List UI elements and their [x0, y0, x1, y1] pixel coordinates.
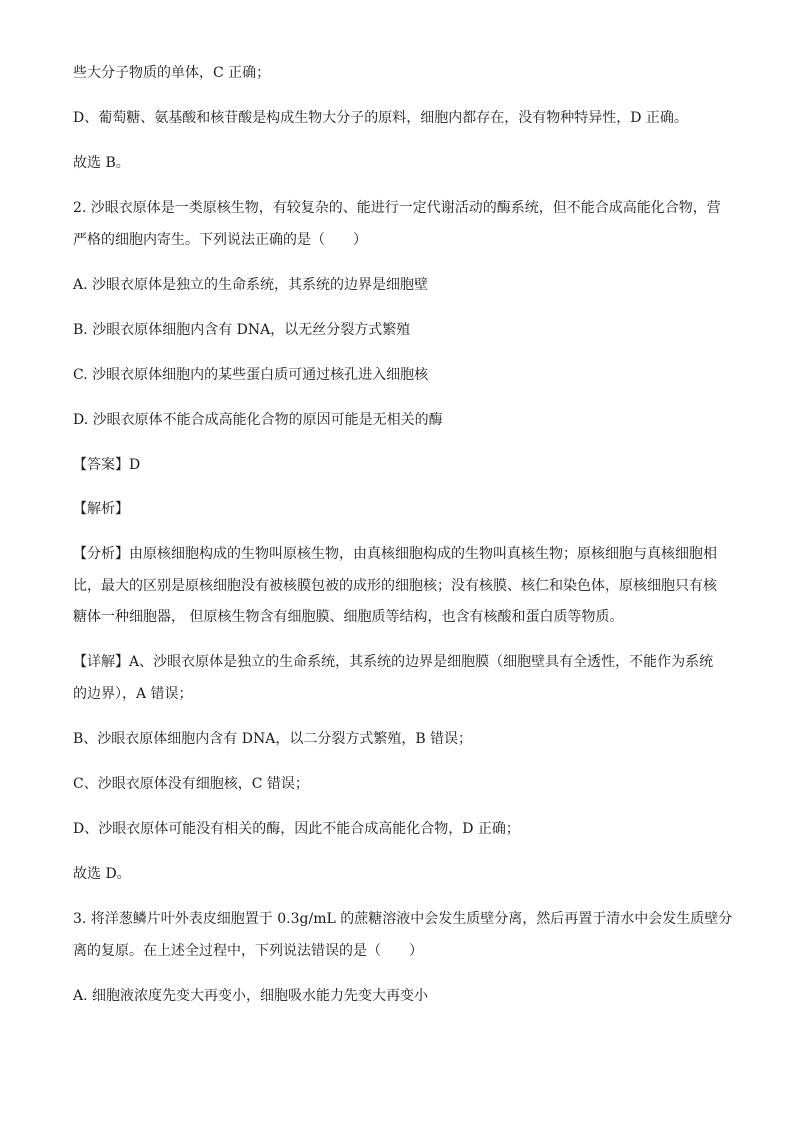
- text-line: D、葡萄糖、氨基酸和核苷酸是构成生物大分子的原料，细胞内都存在，没有物种特异性，D 正确。: [73, 110, 688, 126]
- question-3-stem-cont: 离的复原。在上述全过程中，下列说法错误的是（ ）: [73, 943, 423, 959]
- text-line: 些大分子物质的单体，C 正确；: [73, 65, 271, 81]
- detail-text: C、沙眼衣原体没有细胞核，C 错误；: [73, 776, 309, 792]
- analysis-text: 糖体一种细胞器， 但原核生物含有细胞膜、细胞质等结构，也含有核酸和蛋白质等物质。: [73, 609, 624, 625]
- question-3-stem: 3. 将洋葱鳞片叶外表皮细胞置于 0.3g/mL 的蔗糖溶液中会发生质壁分离，然后再置于清水中会发生质壁分: [73, 911, 733, 927]
- option-c: C. 沙眼衣原体细胞内的某些蛋白质可通过核孔进入细胞核: [73, 367, 429, 383]
- detail-text: D、沙眼衣原体可能没有相关的酶，因此不能合成高能化合物，D 正确；: [73, 821, 520, 837]
- question-2-stem: 2. 沙眼衣原体是一类原核生物，有较复杂的、能进行一定代谢活动的酶系统，但不能合成高能化合物，营: [73, 200, 721, 216]
- detail-text: 【详解】A、沙眼衣原体是独立的生命系统，其系统的边界是细胞膜（细胞壁具有全透性，不能作为系统: [73, 654, 714, 670]
- option-d: D. 沙眼衣原体不能合成高能化合物的原因可能是无相关的酶: [73, 412, 443, 428]
- analysis-label: 【解析】: [73, 501, 129, 517]
- detail-text: 的边界），A 错误；: [73, 686, 193, 702]
- option-b: B. 沙眼衣原体细胞内含有 DNA，以无丝分裂方式繁殖: [73, 322, 411, 338]
- detail-text: B、沙眼衣原体细胞内含有 DNA，以二分裂方式繁殖，B 错误；: [73, 731, 473, 747]
- answer-label: 【答案】D: [73, 457, 141, 473]
- analysis-text: 【分析】由原核细胞构成的生物叫原核生物，由真核细胞构成的生物叫真核生物；原核细胞与真核细胞相: [73, 546, 717, 562]
- question-2-stem-cont: 严格的细胞内寄生。下列说法正确的是（ ）: [73, 232, 367, 248]
- text-line: 故选 B。: [73, 155, 130, 171]
- option-a: A. 细胞液浓度先变大再变小，细胞吸水能力先变大再变小: [73, 988, 429, 1004]
- text-line: 故选 D。: [73, 866, 131, 882]
- analysis-text: 比，最大的区别是原核细胞没有被核膜包被的成形的细胞核；没有核膜、核仁和染色体，原核细胞只有核: [73, 578, 717, 594]
- option-a: A. 沙眼衣原体是独立的生命系统，其系统的边界是细胞壁: [73, 277, 429, 293]
